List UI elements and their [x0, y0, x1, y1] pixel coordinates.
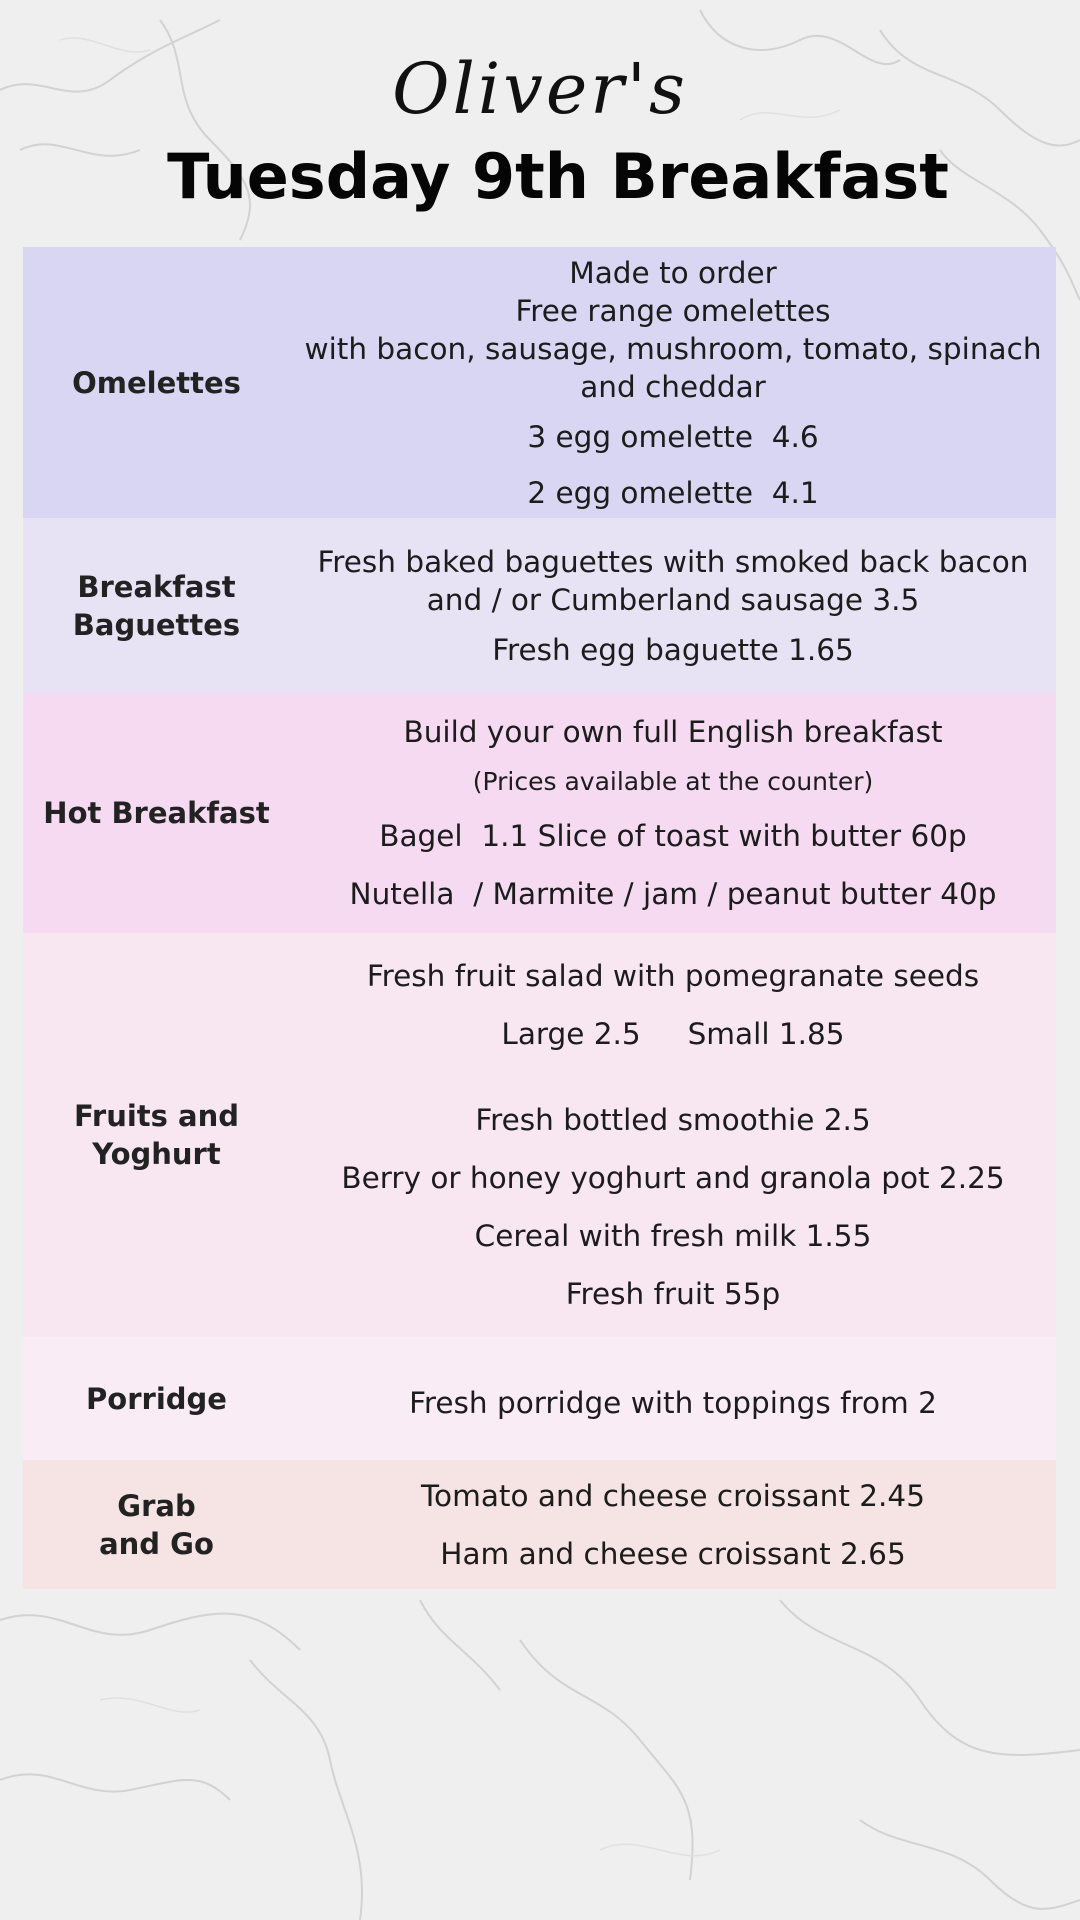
menu-item: Nutella / Marmite / jam / peanut butter 40p [349, 877, 997, 911]
menu-text: Fresh baked baguettes with smoked back bacon [317, 544, 1029, 579]
menu-item: Tomato and cheese croissant 2.45 [421, 1478, 925, 1513]
section-body [290, 933, 1056, 1337]
section-body [290, 1337, 1056, 1460]
menu-text: and cheddar [580, 369, 766, 404]
menu-text: Fresh fruit salad with pomegranate seeds [366, 959, 980, 993]
section-porridge [23, 1337, 1056, 1460]
menu-item: Ham and cheese croissant 2.65 [440, 1536, 906, 1571]
menu-item: Cereal with fresh milk 1.55 [474, 1219, 872, 1253]
menu-item: Berry or honey yoghurt and granola pot 2.25 [341, 1161, 1005, 1195]
menu-item: 3 egg omelette 4.6 [527, 419, 819, 454]
menu-note: (Prices available at the counter) [472, 767, 874, 796]
section-name: Hot Breakfast [43, 796, 270, 830]
menu-item: Large 2.5 Small 1.85 [501, 1017, 845, 1051]
section-fruits-yoghurt [23, 933, 1056, 1337]
menu-text: Free range omelettes [515, 293, 831, 328]
menu-text: Build your own full English breakfast [403, 715, 943, 749]
section-name: Omelettes [72, 365, 241, 400]
menu-item: Fresh egg baguette 1.65 [492, 632, 854, 667]
section-body [290, 1460, 1056, 1589]
section-body [290, 518, 1056, 693]
page-title: Tuesday 9th Breakfast [167, 140, 949, 213]
menu-item: Fresh porridge with toppings from 2 [409, 1385, 937, 1420]
section-omelettes [23, 247, 1056, 518]
section-body [290, 247, 1056, 518]
restaurant-name: Oliver's [392, 48, 688, 130]
section-baguettes [23, 518, 1056, 693]
section-name: Fruits and Yoghurt [73, 1099, 240, 1171]
section-grab-and-go [23, 1460, 1056, 1589]
section-hot-breakfast [23, 693, 1056, 933]
menu-item: Fresh fruit 55p [565, 1277, 781, 1311]
menu-table [23, 247, 1056, 1589]
section-name: Porridge [86, 1381, 227, 1416]
menu-text: Made to order [569, 255, 777, 290]
section-name: Grab and Go [99, 1488, 214, 1561]
section-body [290, 693, 1056, 933]
menu-text: and / or Cumberland sausage 3.5 [426, 582, 920, 617]
menu-item: Fresh bottled smoothie 2.5 [475, 1103, 871, 1137]
menu-text: with bacon, sausage, mushroom, tomato, spinach [304, 331, 1042, 366]
menu-item: Bagel 1.1 Slice of toast with butter 60p [379, 819, 967, 853]
menu-item: 2 egg omelette 4.1 [527, 475, 819, 510]
section-name: Breakfast Baguettes [72, 569, 241, 642]
